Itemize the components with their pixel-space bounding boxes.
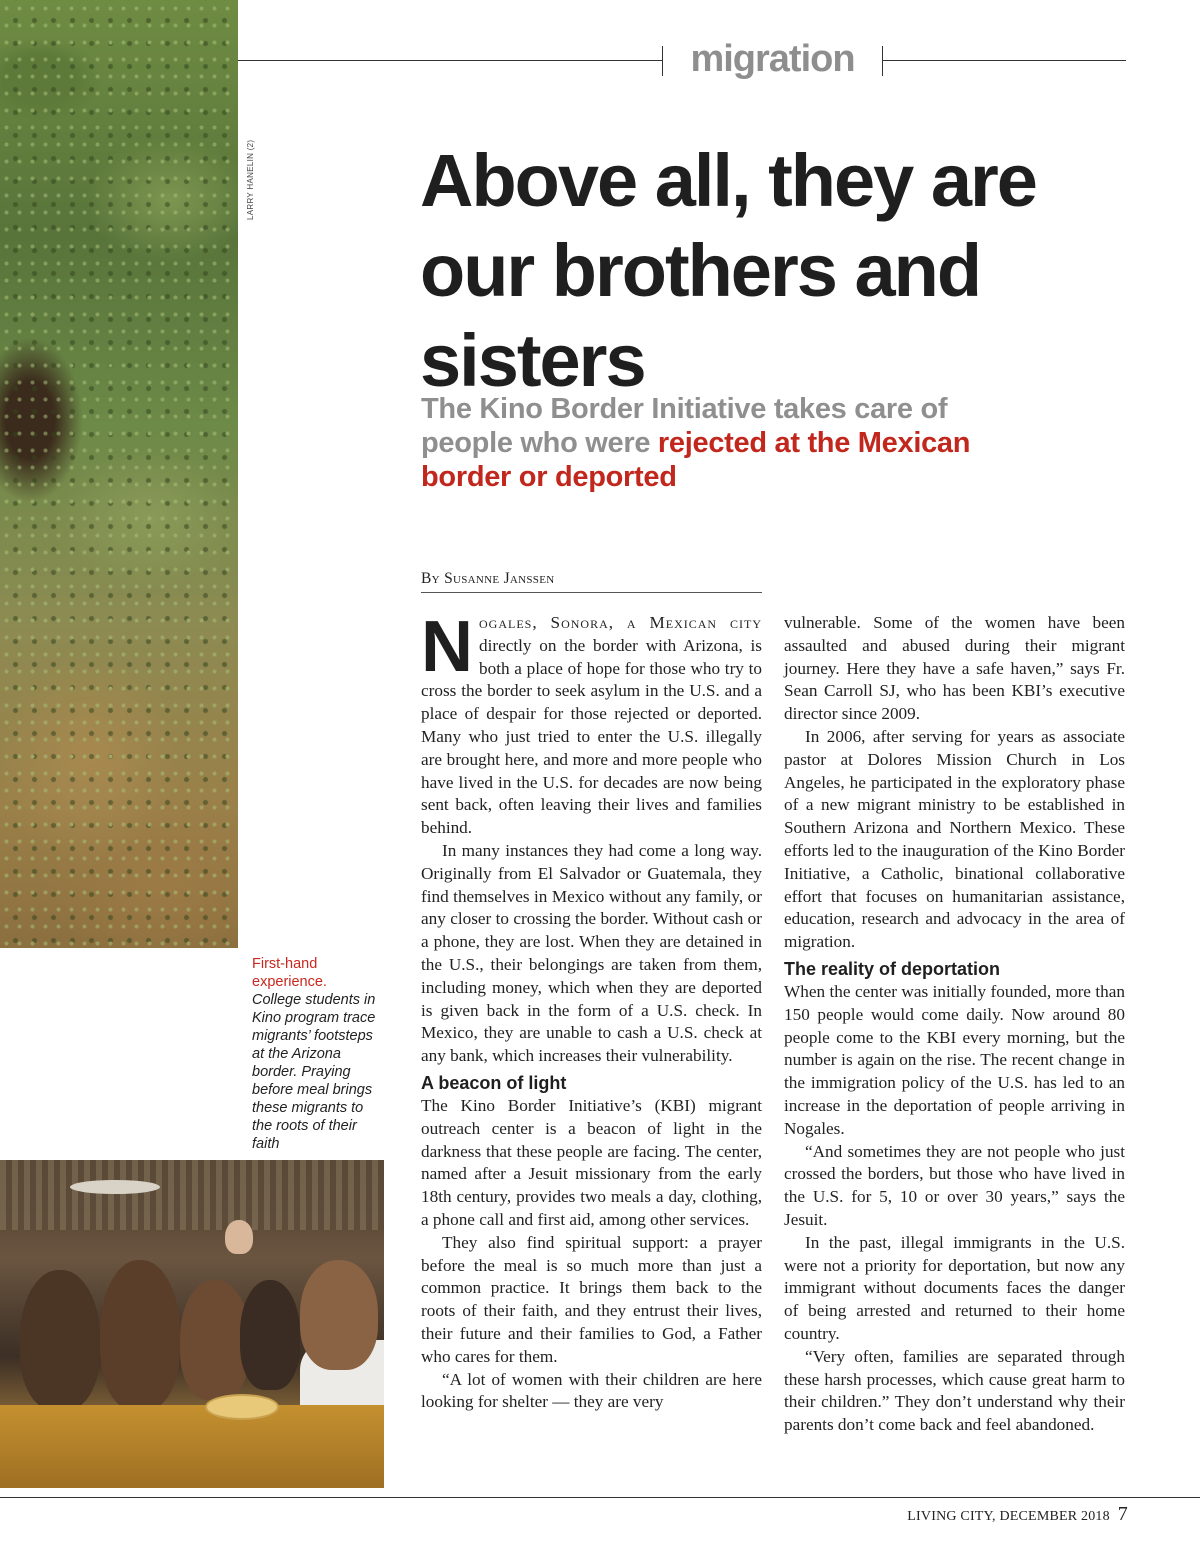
paragraph: In 2006, after serving for years as associate pastor at Dolores Mission Church in Los Angeles, he participated in the exploratory phase of a new migrant ministry to be established in Southern Arizona and Northern Mexico. These efforts led to the inauguration of the Kino Border Initiative, a Catholic, binational collaborative effort that focuses on humanitarian assistance, education, research and advocacy in the area of migration. (784, 726, 1125, 952)
byline: By Susanne Janssen (421, 570, 762, 593)
paragraph: They also find spiritual support: a prayer before the meal is so much more than just a common practice. It brings them back to the roots of their faith, and they entrust their lives, their future and their families to God, a Father who cares for them. (421, 1232, 762, 1366)
paragraph: When the center was initially founded, more than 150 people would come daily. Now around 80 people come to the KBI every morning, but the number is again on the rise. The recent change in the immigration policy of the U.S. has led to an increase in the deportation of people arriving in Nogales. (784, 981, 1125, 1138)
subheading: The reality of deportation (784, 958, 1001, 979)
paragraph: In the past, illegal immigrants in the U.S. were not a priority for deportation, but now any immigrant without documents faces the danger of being arrested and returned to their home country. (784, 1232, 1125, 1343)
footer-rule (0, 1497, 1200, 1498)
author-name: Susanne Janssen (444, 570, 555, 587)
caption-lead: First-hand experience. (252, 956, 327, 990)
article-column-1 (421, 607, 762, 1414)
photo-credit: LARRY HANELIN (2) (246, 139, 255, 220)
paragraph: Nogales, Sonora, a Mexican city directly on the border with Arizona, is both a place of hope for those who try to cross the border to seek asylum in the U.S. and a place of despair for those rejected or deported. Many who just tried to enter the U.S. illegally are brought here, and more and more people who have lived in the U.S. for decades are now being sent back, often leaving their lives and families behind. (421, 607, 762, 838)
section-label: migration (690, 38, 855, 80)
paragraph: “A lot of women with their children are here looking for shelter — they are very (421, 1369, 762, 1412)
paragraph: vulnerable. Some of the women have been assaulted and abused during their migrant journey. Here they have a safe haven,” says Fr. Sean Carroll SJ, who has been KBI’s executive director since 2009. (784, 613, 1125, 724)
paragraph: “And sometimes they are not people who just crossed the borders, but those who have lived in the U.S. for 5, 10 or over 30 years,” says the Jesuit. (784, 1141, 1125, 1229)
section-header (238, 38, 1126, 80)
article-headline: Above all, they are our brothers and sisters (420, 139, 1036, 402)
paragraph: In many instances they had come a long way. Originally from El Salvador or Guatemala, they find themselves in Mexico without any family, or any closer to crossing the border. Without cash or a phone, they are lost. When they are detained in the U.S., their belongings are taken from them, including money, which when they are deported is given back in the form of a U.S. check. In Mexico, they are unable to cash a U.S. check at any bank, which increases their vulnerability. (421, 840, 762, 1066)
border-vegetation-photo (0, 0, 238, 948)
paragraph: “Very often, families are separated through these harsh processes, which cause great harm to their children.” They don’t understand why their parents don’t come back and feel abandoned. (784, 1346, 1125, 1435)
drop-cap: N (421, 607, 473, 687)
article-subhead: The Kino Border Initiative takes care of people who were rejected at the Mexican border or deported (421, 393, 971, 493)
subheading: A beacon of light (421, 1072, 567, 1093)
article-column-2 (784, 612, 1125, 1437)
praying-migrants-photo (0, 1160, 384, 1488)
page-footer (907, 1503, 1128, 1526)
photo-caption (252, 955, 382, 1153)
page-number: 7 (1117, 1503, 1128, 1525)
caption-body: College students in Kino program trace migrants’ footsteps at the Arizona border. Praying before meal brings these migrants to the roots of their faith (252, 992, 376, 1152)
publication-info: LIVING CITY, DECEMBER 2018 (907, 1509, 1110, 1524)
paragraph: The Kino Border Initiative’s (KBI) migrant outreach center is a beacon of light in the darkness that these people are facing. The center, named after a Jesuit missionary from the early 18th century, provides two meals a day, clothing, a phone call and first aid, among other services. (421, 1095, 762, 1229)
